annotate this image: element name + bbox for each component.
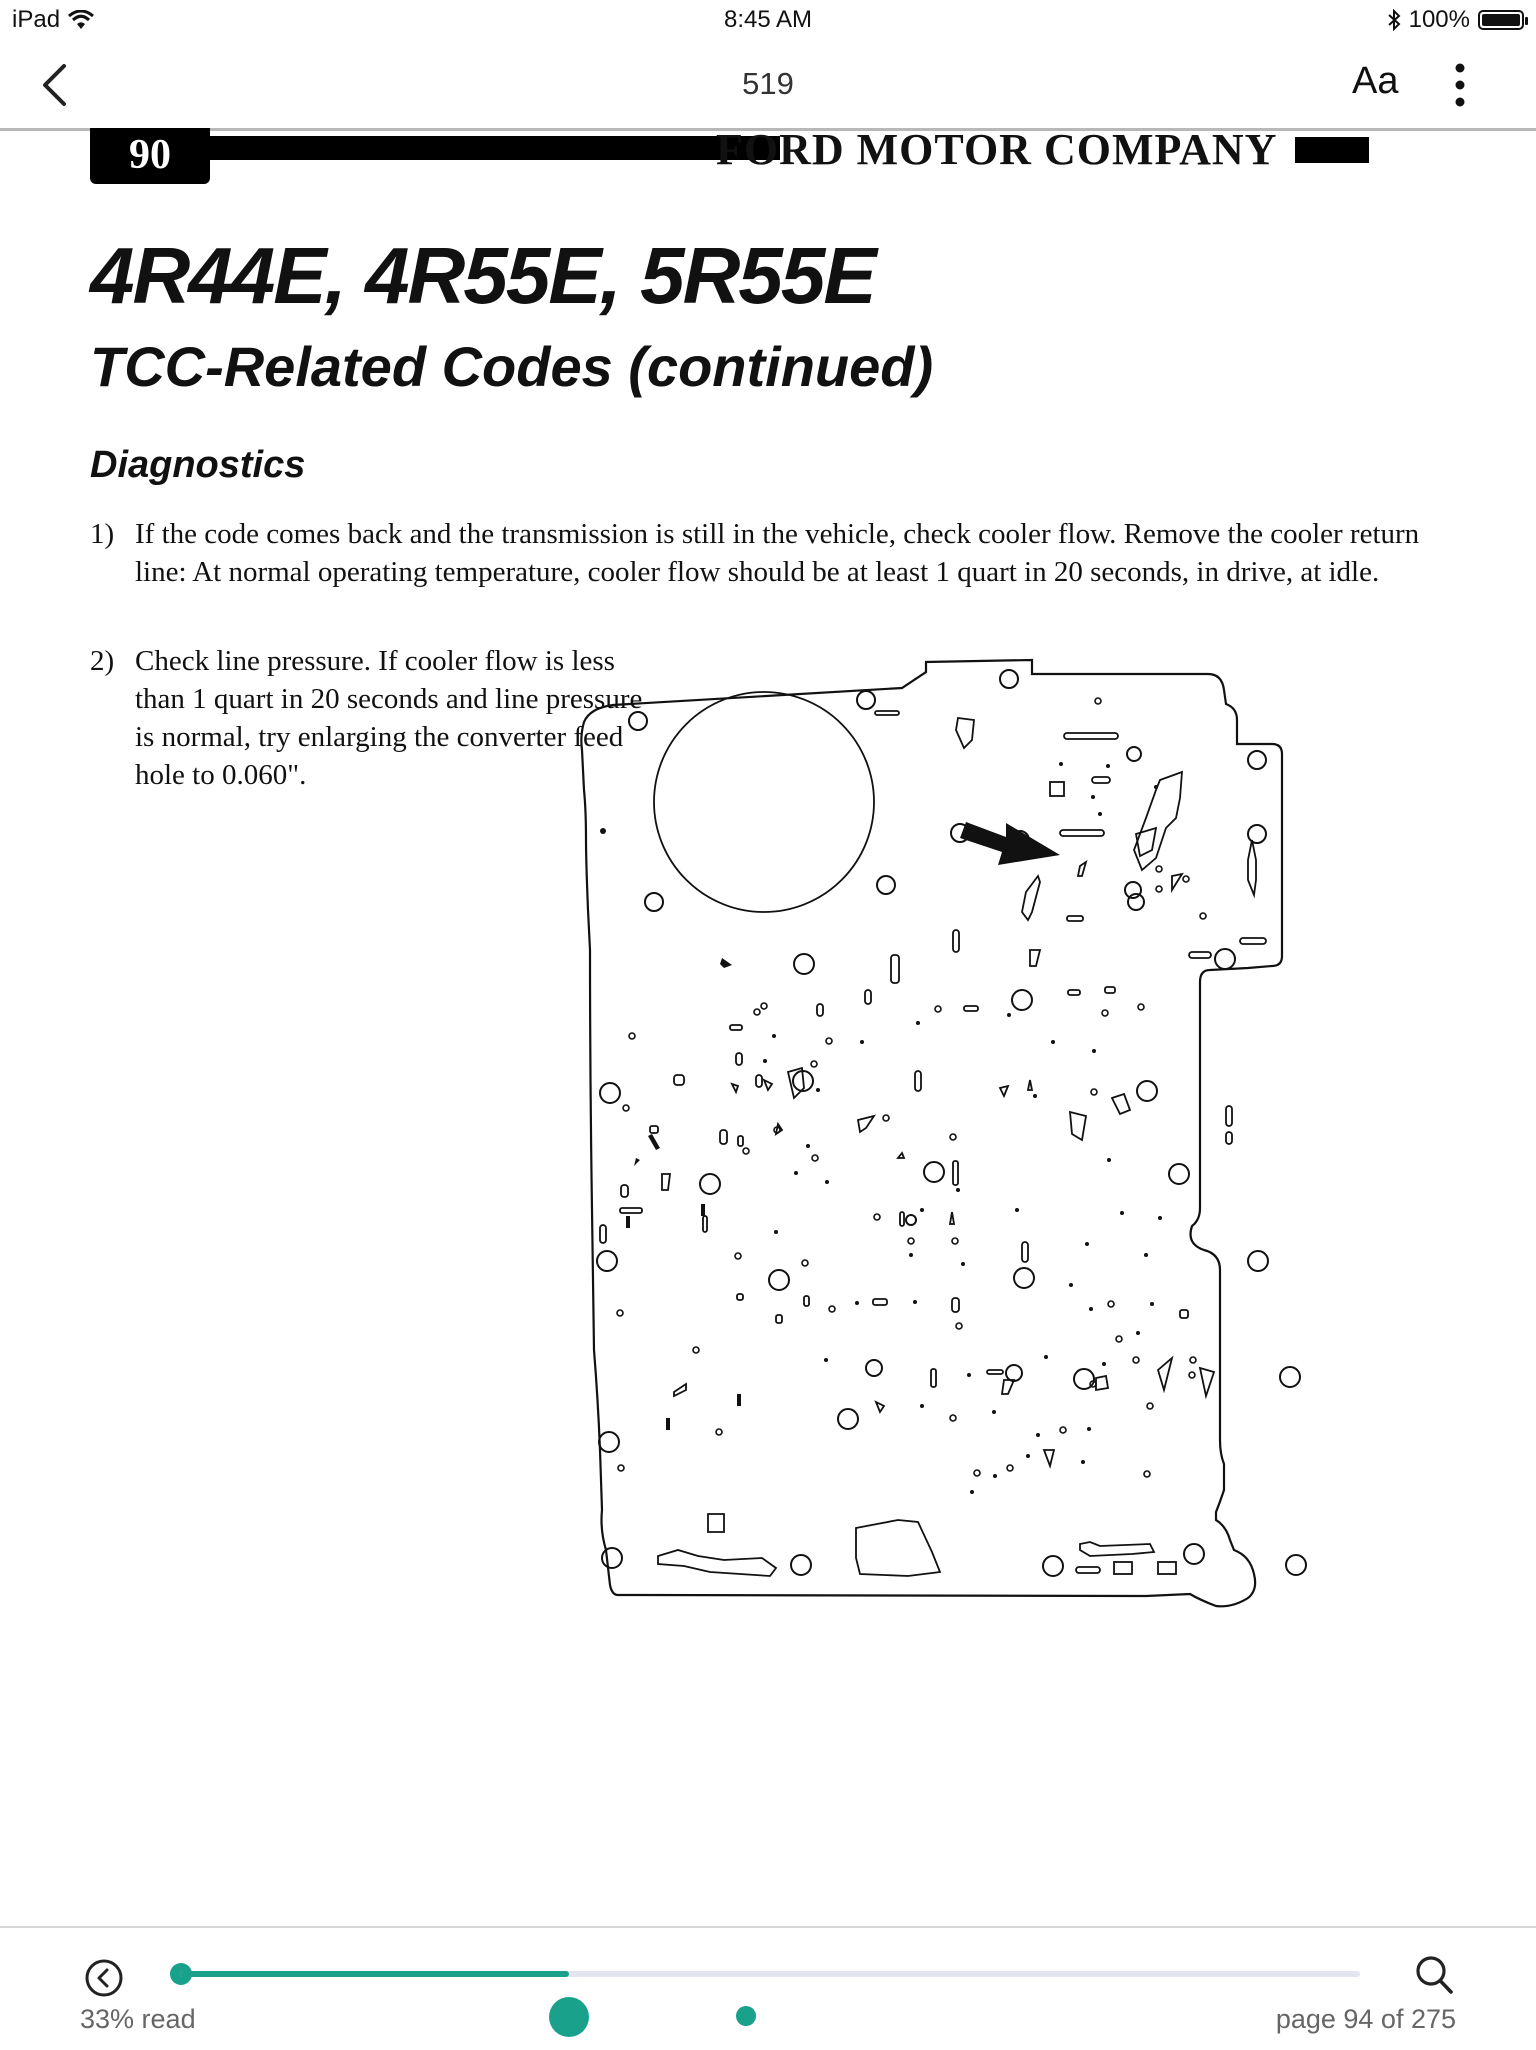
progress-thumb[interactable] [549, 1997, 589, 2037]
section-heading: Diagnostics [90, 444, 306, 486]
right-side-slot [1248, 840, 1256, 895]
bluetooth-icon [1387, 9, 1401, 31]
battery-icon [1478, 10, 1524, 30]
page-subtitle: TCC-Related Codes (continued) [90, 335, 934, 398]
status-right [1387, 6, 1524, 34]
battery-percent: 100% [1408, 6, 1470, 33]
page-position: page 94 of 275 [1275, 2004, 1456, 2034]
bottom-toolbar [0, 1926, 1536, 2050]
reading-progress-slider[interactable] [180, 1971, 1360, 1977]
read-percent: 33% read [80, 2004, 196, 2034]
slots [600, 930, 1232, 1387]
direction-arrow [960, 822, 1060, 865]
search-button[interactable] [1414, 1954, 1454, 1998]
status-bar [0, 0, 1536, 40]
more-button[interactable] [1448, 60, 1472, 110]
irregular-features [662, 718, 1214, 1466]
page-counter: 519 [742, 66, 794, 101]
progress-fill [180, 1971, 569, 1977]
plate-large-bore [654, 692, 874, 912]
nav-bar [0, 40, 1536, 131]
status-time: 8:45 AM [723, 6, 813, 33]
separator-plate-diagram [560, 650, 1340, 1900]
battery-fill [1482, 14, 1520, 26]
step-text: Check line pressure. If cooler flow is less than 1 quart in 20 seconds and line pressure is normal, try enlarging the converter feed hole to 0.060". [135, 645, 643, 791]
circle-chevron-left-icon [84, 1958, 124, 1998]
step-number: 1) [90, 518, 115, 550]
step-text: If the code comes back and the transmission is still in the vehicle, check cooler flow. Remove the cooler return line: At normal operating temperature, cooler flow should be at least 1 quart in 20 seconds, in drive, at idle. [135, 518, 1420, 588]
progress-marker [736, 2006, 756, 2026]
plate-outline [581, 660, 1282, 1606]
page-title: 4R44E, 4R55E, 5R55E [90, 231, 875, 320]
font-settings-button[interactable]: Aa [1352, 60, 1399, 102]
header-rule-end [1295, 137, 1369, 163]
upper-slots [875, 711, 1266, 995]
small-holes [617, 698, 1206, 1477]
step-number: 2) [90, 645, 115, 677]
step-item [90, 515, 1420, 635]
company-text: FORD MOTOR COMPANY [716, 125, 1278, 174]
search-icon [1414, 1954, 1454, 1998]
device-name: iPad [12, 6, 61, 33]
company-name [716, 125, 1402, 174]
lower-features [658, 1514, 1176, 1576]
toc-button[interactable] [84, 1958, 124, 1998]
page-number: 90 [90, 128, 210, 184]
header-rule [210, 136, 780, 160]
more-vertical-icon [1448, 60, 1472, 110]
page-header [90, 125, 1400, 184]
